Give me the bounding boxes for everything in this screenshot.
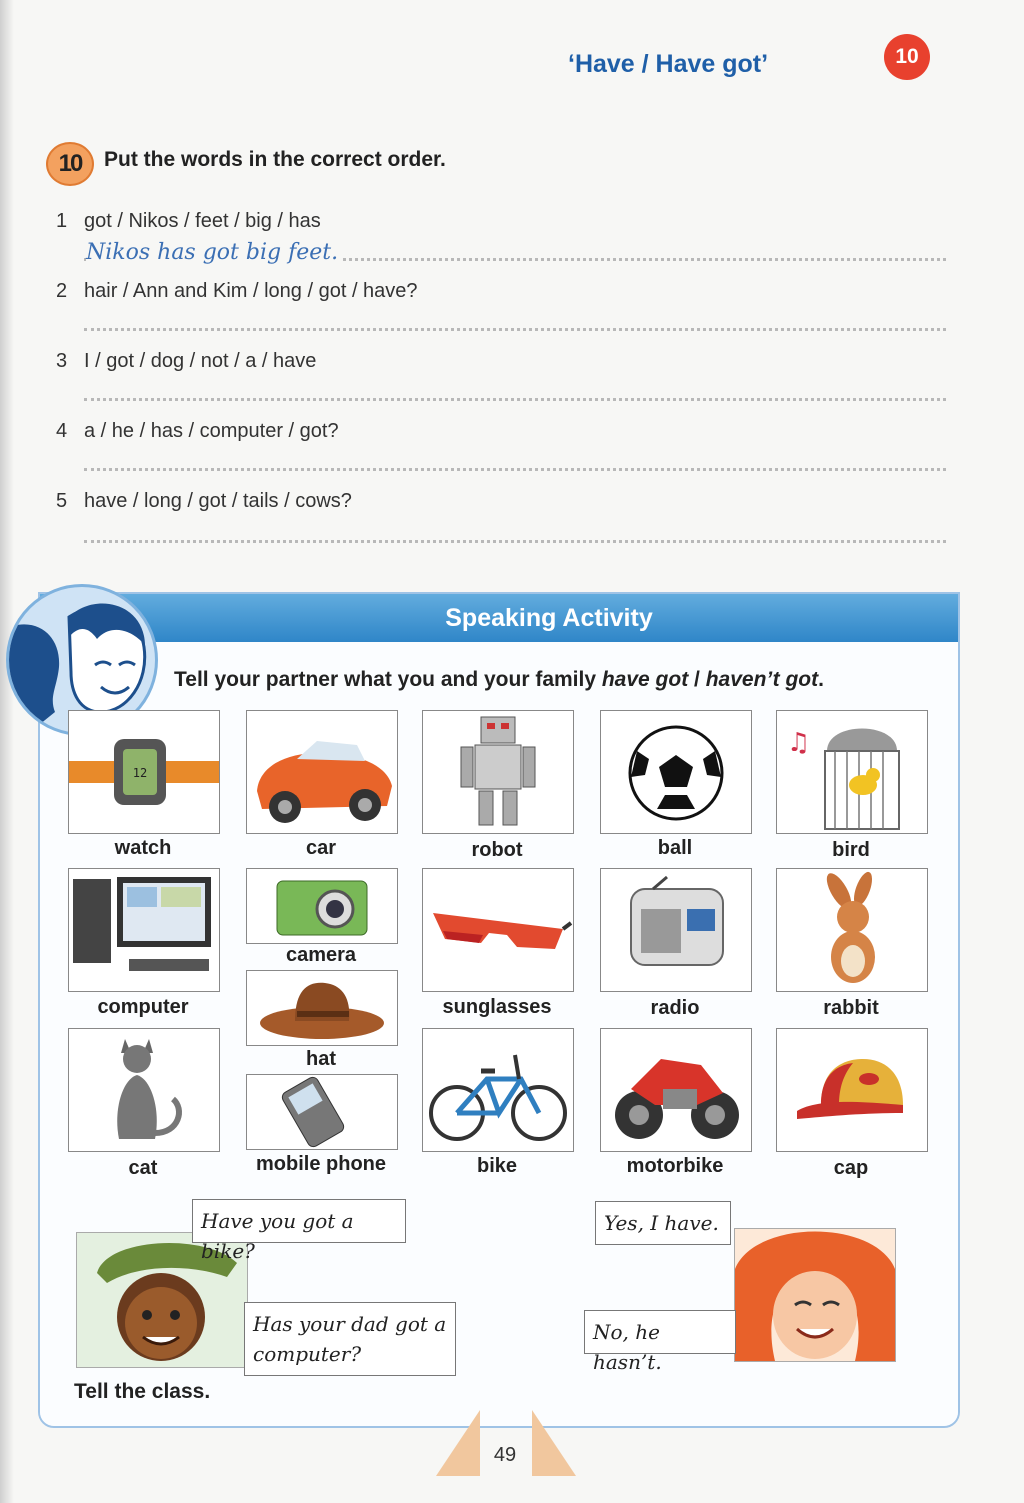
cap-picture: [776, 1028, 928, 1152]
speech-bubble: No, he hasn’t.: [584, 1310, 736, 1354]
answer-line[interactable]: [84, 328, 946, 331]
instruction-text: /: [688, 668, 706, 691]
camera-label: camera: [285, 944, 357, 966]
instruction-text: Tell your partner what you and your family: [174, 668, 602, 691]
exercise-item: [56, 280, 418, 303]
ball-label: ball: [657, 837, 693, 859]
ball-picture: [600, 710, 752, 834]
item-words: a / he / has / computer / got?: [84, 420, 339, 442]
speech-bubble: Have you got a bike?: [192, 1199, 406, 1243]
svg-text:12: 12: [132, 766, 148, 780]
answer-line[interactable]: [84, 398, 946, 401]
exercise-item: [56, 420, 339, 443]
mobile-phone-picture: [246, 1074, 398, 1150]
exercise-instruction: Put the words in the correct order.: [104, 148, 446, 171]
page-number-decoration-icon: [436, 1408, 576, 1478]
speaking-instruction: [174, 668, 824, 692]
bike-label: bike: [476, 1155, 518, 1177]
computer-picture: [68, 868, 220, 992]
item-number: 1: [56, 210, 68, 232]
speech-bubble: Has your dad got a computer?: [244, 1302, 456, 1376]
hat-label: hat: [306, 1048, 336, 1070]
rabbit-label: rabbit: [823, 997, 879, 1019]
bird-label: bird: [832, 839, 870, 861]
robot-label: robot: [471, 839, 523, 861]
robot-picture: [422, 710, 574, 834]
exercise-number-badge: 10: [46, 142, 94, 186]
exercise-item: [56, 210, 321, 233]
mobile-phone-label: mobile phone: [256, 1153, 386, 1175]
rabbit-picture: [776, 868, 928, 992]
camera-picture: [246, 868, 398, 944]
girl-character-picture: [734, 1228, 896, 1362]
svg-text:♫: ♫: [787, 728, 811, 758]
handwritten-answer: Nikos has got big feet.: [86, 240, 342, 265]
cat-picture: [68, 1028, 220, 1152]
instruction-emphasis: haven’t got: [705, 668, 819, 691]
page-number: 49: [493, 1444, 517, 1466]
instruction-emphasis: have got: [601, 668, 689, 691]
item-words: hair / Ann and Kim / long / got / have?: [84, 280, 418, 302]
motorbike-picture: [600, 1028, 752, 1152]
bird-picture: [776, 710, 928, 834]
item-words: got / Nikos / feet / big / has: [84, 210, 321, 232]
unit-number-badge: 10: [884, 34, 930, 80]
sunglasses-label: sunglasses: [442, 996, 552, 1018]
answer-line[interactable]: [84, 468, 946, 471]
item-words: have / long / got / tails / cows?: [84, 490, 352, 512]
sunglasses-picture: [422, 868, 574, 992]
motorbike-label: motorbike: [626, 1155, 724, 1177]
computer-label: computer: [97, 996, 189, 1018]
cap-label: cap: [833, 1157, 869, 1179]
exercise-item: [56, 490, 352, 513]
watch-label: watch: [114, 837, 172, 859]
tell-the-class-instruction: Tell the class.: [74, 1380, 211, 1403]
speech-bubble: Yes, I have.: [595, 1201, 731, 1245]
watch-picture: [68, 710, 220, 834]
hat-picture: [246, 970, 398, 1046]
radio-picture: [600, 868, 752, 992]
radio-label: radio: [650, 997, 700, 1019]
cat-label: cat: [128, 1157, 158, 1179]
item-number: 5: [56, 490, 68, 512]
item-number: 3: [56, 350, 68, 372]
car-picture: [246, 710, 398, 834]
page-spine-shadow: [0, 0, 14, 1503]
page-header-title: ‘Have / Have got’: [568, 50, 769, 78]
item-number: 4: [56, 420, 68, 442]
item-number: 2: [56, 280, 68, 302]
bike-picture: [422, 1028, 574, 1152]
instruction-text: .: [818, 668, 824, 691]
panel-title-bar: [40, 594, 958, 642]
item-words: I / got / dog / not / a / have: [84, 350, 317, 372]
answer-line[interactable]: [84, 540, 946, 543]
exercise-item: [56, 350, 316, 373]
panel-title: Speaking Activity: [445, 604, 653, 632]
car-label: car: [305, 837, 337, 859]
